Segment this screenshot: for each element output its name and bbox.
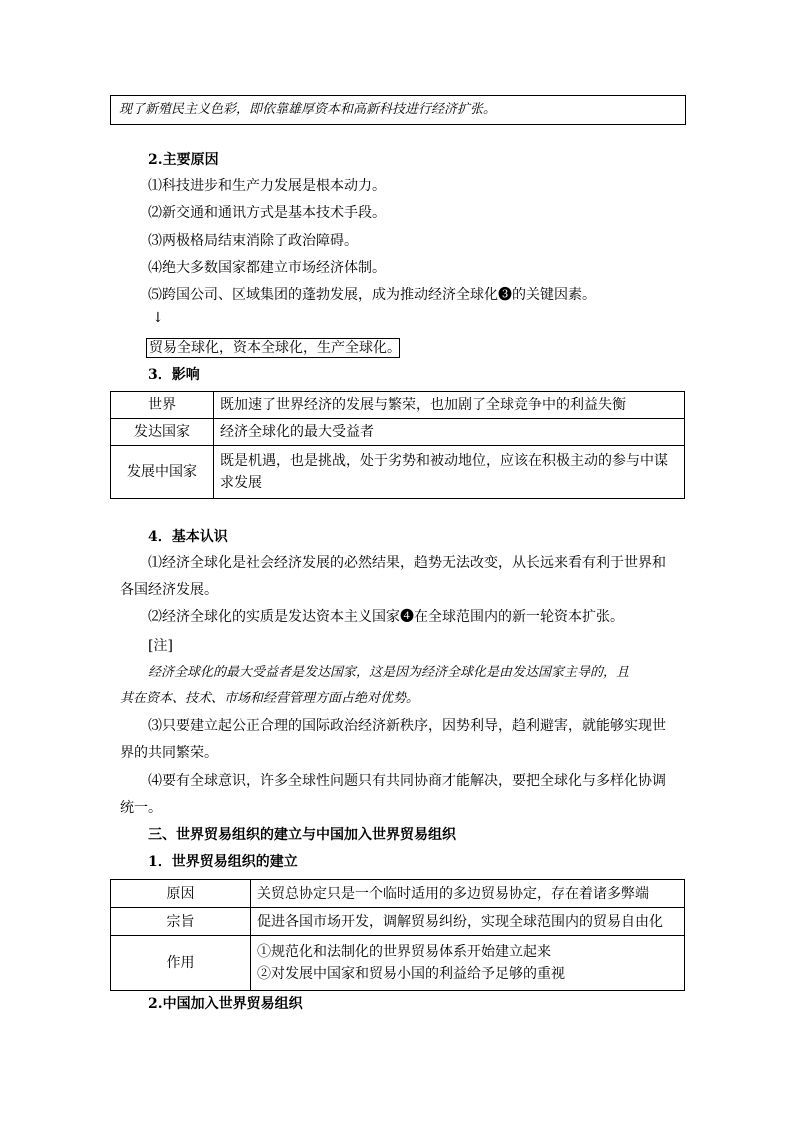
globalization-box-text: 贸易全球化，资本全球化，生产全球化。 xyxy=(149,340,401,356)
reason-item-4: ⑷绝大多数国家都建立市场经济体制。 xyxy=(148,260,386,276)
down-arrow-icon: ↓ xyxy=(152,310,164,326)
table-row xyxy=(111,446,685,499)
wto-establish-title: 1．世界贸易组织的建立 xyxy=(148,854,298,870)
table-row xyxy=(111,936,685,991)
note-line-2: 其在资本、技术、市场和经营管理方面占绝对优势。 xyxy=(120,691,420,706)
wto-head-reason: 原因 xyxy=(111,880,251,908)
wto-role-line1: ①规范化和法制化的世界贸易体系开始建立起来 xyxy=(257,944,551,960)
wto-table xyxy=(110,879,685,991)
reason-item-1: ⑴科技进步和生产力发展是根本动力。 xyxy=(148,178,386,194)
top-note-box xyxy=(110,95,686,125)
section-3-title: 3．影响 xyxy=(148,367,200,383)
wto-text-role xyxy=(251,936,685,991)
impact-table xyxy=(110,391,685,499)
cognition-4-line2: 统一。 xyxy=(120,800,162,816)
section-4-title: 4．基本认识 xyxy=(148,529,228,545)
reason-item-5: ⑸跨国公司、区域集团的蓬勃发展，成为推动经济全球化❸的关键因素。 xyxy=(148,287,596,303)
cognition-1-line2: 各国经济发展。 xyxy=(120,582,218,598)
table-row xyxy=(111,880,685,908)
section-2-title: 2.主要原因 xyxy=(148,152,219,168)
note-line-1: 经济全球化的最大受益者是发达国家，这是因为经济全球化是由发达国家主导的，且 xyxy=(148,665,630,680)
wto-head-role: 作用 xyxy=(111,936,251,991)
reason-item-2: ⑵新交通和通讯方式是基本技术手段。 xyxy=(148,205,386,221)
impact-head-developing: 发展中国家 xyxy=(111,446,214,499)
impact-text-developed: 经济全球化的最大受益者 xyxy=(214,419,685,446)
cognition-2: ⑵经济全球化的实质是发达资本主义国家❹在全球范围内的新一轮资本扩张。 xyxy=(148,609,624,625)
impact-text-developing-line2: 求发展 xyxy=(220,475,262,491)
table-row xyxy=(111,392,685,419)
impact-text-developing-line1: 既是机遇，也是挑战，处于劣势和被动地位，应该在积极主动的参与中谋 xyxy=(220,453,668,469)
table-row xyxy=(111,419,685,446)
cognition-4-line1: ⑷要有全球意识，许多全球性问题只有共同协商才能解决，要把全球化与多样化协调 xyxy=(148,773,666,789)
wto-role-line2: ②对发展中国家和贸易小国的利益给予足够的重视 xyxy=(257,966,565,982)
cognition-3-line2: 界的共同繁荣。 xyxy=(120,745,218,761)
impact-text-developing xyxy=(214,446,685,499)
wto-text-reason: 关贸总协定只是一个临时适用的多边贸易协定，存在着诸多弊端 xyxy=(251,880,685,908)
note-label: [注] xyxy=(148,638,173,654)
impact-head-world: 世界 xyxy=(111,392,214,419)
cognition-3-line1: ⑶只要建立起公正合理的国际政治经济新秩序，因势利导，趋利避害，就能够实现世 xyxy=(148,718,666,734)
globalization-box xyxy=(146,338,400,358)
impact-head-developed: 发达国家 xyxy=(111,419,214,446)
top-note-text: 现了新殖民主义色彩，即依靠雄厚资本和高新科技进行经济扩张。 xyxy=(119,102,497,117)
section-three-title: 三、世界贸易组织的建立与中国加入世界贸易组织 xyxy=(148,827,456,843)
wto-head-purpose: 宗旨 xyxy=(111,908,251,936)
china-join-title: 2.中国加入世界贸易组织 xyxy=(148,996,303,1012)
wto-text-purpose: 促进各国市场开发，调解贸易纠纷，实现全球范围内的贸易自由化 xyxy=(251,908,685,936)
table-row xyxy=(111,908,685,936)
impact-text-world: 既加速了世界经济的发展与繁荣，也加剧了全球竞争中的利益失衡 xyxy=(214,392,685,419)
cognition-1-line1: ⑴经济全球化是社会经济发展的必然结果，趋势无法改变，从长远来看有利于世界和 xyxy=(148,555,666,571)
reason-item-3: ⑶两极格局结束消除了政治障碍。 xyxy=(148,233,358,249)
